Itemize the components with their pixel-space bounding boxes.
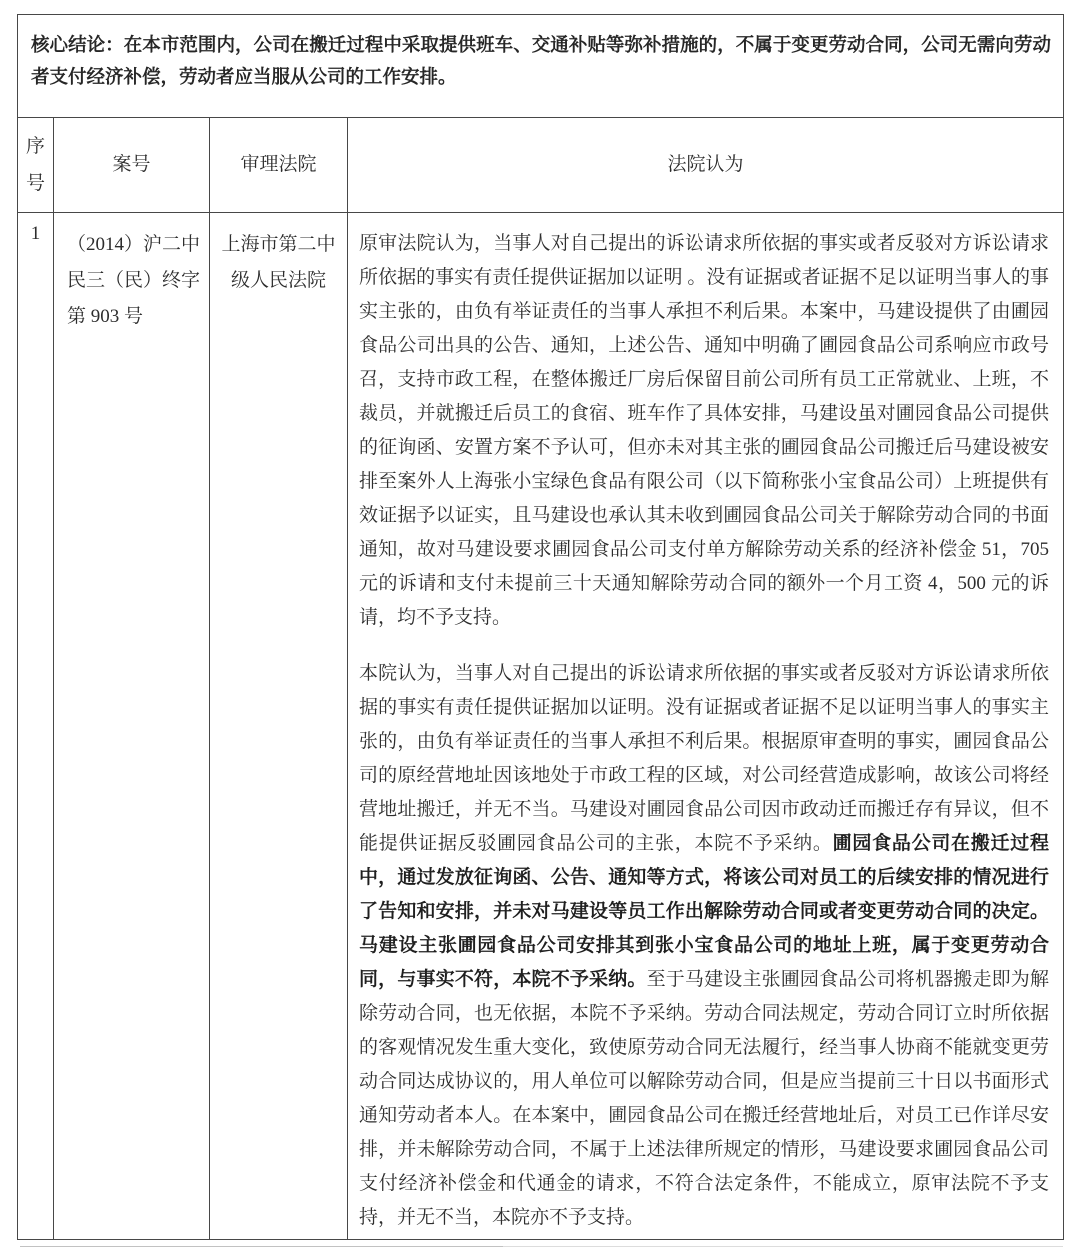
cell-case-no xyxy=(54,213,210,1239)
case-no-line: 第 903 号 xyxy=(67,306,144,327)
cropped-next-row-line-faint xyxy=(503,1246,1063,1247)
opinion-paragraph-2-end: 至于马建设主张圃园食品公司将机器搬走即为解除劳动合同，也无依据，本院不予采纳。劳动合同法规定，劳动合同订立时所依据的客观情况发生重大变化，致使原劳动合同无法履行，经当事人协商不能就变更劳动合同达成协议的，用人单位可以解除劳动合同，但是应当提前三十日以书面形式通知劳动者本人。在本案中，圃园食品公司在搬迁经营地址后，对员工已作详尽安排，并未解除劳动合同，不属于上述法律所规定的情形，马建设要求圃园食品公司支付经济补偿金和代通金的请求，不符合法定条件，不能成立，原审法院不予支持，并无不当，本院亦不予支持。 xyxy=(359,969,1049,1228)
court-line: 上海市第二中 xyxy=(221,234,336,255)
header-court: 审理法院 xyxy=(210,118,348,212)
opinion-bold-run: 圃园食品公司在搬迁过程中，通过发放征询函、公告、通知等方式，将该公司对员工的后续安排的情况进行了告知和安排，并未对马建设等员工作出解除劳动合同或者变更劳动合同的决定。马建设主张圃园食品公司安排其到张小宝食品公司的地址上班，属于变更劳动合同，与事实不符，本院不予采纳。 xyxy=(359,833,1049,990)
case-summary-table xyxy=(17,14,1064,1240)
table-row xyxy=(18,213,1063,1239)
case-no-line: 民三（民）终字 xyxy=(67,270,201,291)
opinion-paragraph-2-start: 本院认为，当事人对自己提出的诉讼请求所依据的事实或者反驳对方诉讼请求所依据的事实有责任提供证据加以证明。没有证据或者证据不足以证明当事人的事实主张的，由负有举证责任的当事人承担不利后果。根据原审查明的事实，圃园食品公司的原经营地址因该地处于市政工程的区域，对公司经营造成影响，故该公司将经营地址搬迁，并无不当。马建设对圃园食品公司因市政动迁而搬迁存有异议，但不能提供证据反驳圃园食品公司的主张，本院不予采纳。 xyxy=(359,663,1049,854)
opinion-paragraph-2 xyxy=(359,657,1049,1235)
cropped-next-row-line xyxy=(20,1246,503,1247)
header-seq-label: 序号 xyxy=(25,136,45,194)
header-seq xyxy=(18,118,54,212)
header-opinion: 法院认为 xyxy=(667,154,744,175)
cell-opinion xyxy=(348,213,1063,1239)
opinion-paragraph-1: 原审法院认为，当事人对自己提出的诉讼请求所依据的事实或者反驳对方诉讼请求所依据的事实有责任提供证据加以证明 。没有证据或者证据不足以证明当事人的事实主张的，由负有举证责任的当事人承担不利后果。本案中，马建设提供了由圃园食品公司出具的公告、通知，上述公告、通知中明确了圃园食品公司系响应市政号召，支持市政工程，在整体搬迁厂房后保留目前公司所有员工正常就业、上班，不裁员，并就搬迁后员工的食宿、班车作了具体安排，马建设虽对圃园食品公司提供的征询函、安置方案不予认可，但亦未对其主张的圃园食品公司搬迁后马建设被安排至案外人上海张小宝绿色食品有限公司（以下简称张小宝食品公司）上班提供有效证据予以证实，且马建设也承认其未收到圃园食品公司关于解除劳动合同的书面通知，故对马建设要求圃园食品公司支付单方解除劳动关系的经济补偿金 51，705 元的诉请和支付未提前三十天通知解除劳动合同的额外一个月工资 4，500 元的诉请，均不予支持。 xyxy=(359,233,1049,628)
cell-seq: 1 xyxy=(18,213,54,1239)
court-line: 级人民法院 xyxy=(230,270,326,291)
header-case-no: 案号 xyxy=(54,118,210,212)
table-header-row xyxy=(18,118,1063,213)
cell-court xyxy=(210,213,348,1239)
core-conclusion-text: 核心结论：在本市范围内，公司在搬迁过程中采取提供班车、交通补贴等弥补措施的，不属于变更劳动合同，公司无需向劳动者支付经济补偿，劳动者应当服从公司的工作安排。 xyxy=(18,15,1063,118)
case-no-line: （2014）沪二中 xyxy=(67,234,201,255)
